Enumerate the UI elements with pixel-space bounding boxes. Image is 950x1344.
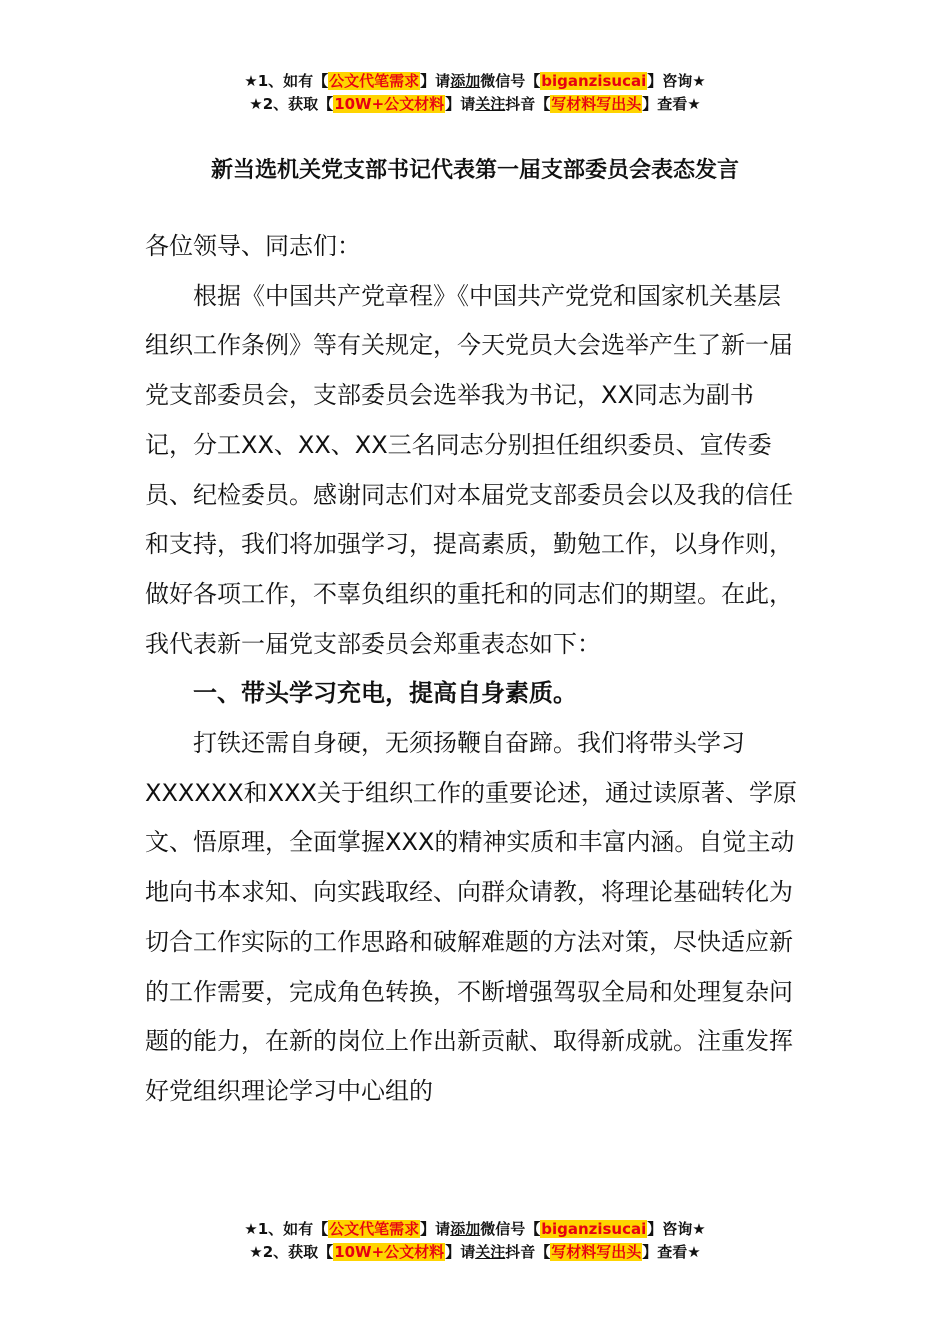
banner-highlight: 10W+公文材料 <box>334 95 445 113</box>
banner-text: 抖音【 <box>505 1243 551 1261</box>
document-body <box>145 222 800 1117</box>
banner-underline-text: 添加 <box>450 1220 481 1238</box>
banner-text: 】查看★ <box>642 1243 701 1261</box>
salutation: 各位领导、同志们： <box>145 232 361 260</box>
banner-line-1 <box>0 1218 950 1241</box>
banner-text: 抖音【 <box>505 95 551 113</box>
banner-text: 】请 <box>445 95 476 113</box>
banner-highlight: 公文代笔需求 <box>329 1220 420 1238</box>
banner-highlight: biganzisucai <box>541 1220 647 1238</box>
banner-highlight: 写材料写出头 <box>551 95 642 113</box>
banner-highlight: biganzisucai <box>541 72 647 90</box>
banner-line-1 <box>0 70 950 93</box>
banner-text: 】咨询★ <box>647 72 706 90</box>
banner-text: 】查看★ <box>642 95 701 113</box>
banner-line-2 <box>0 1241 950 1264</box>
banner-text: ★1、如有【 <box>244 1220 329 1238</box>
bottom-banner <box>0 1218 950 1264</box>
banner-underline-text: 添加 <box>450 72 481 90</box>
banner-text: 】咨询★ <box>647 1220 706 1238</box>
banner-text: ★1、如有【 <box>244 72 329 90</box>
banner-text: ★2、获取【 <box>249 95 334 113</box>
banner-text: 】请 <box>420 72 451 90</box>
banner-text: 微信号【 <box>480 72 541 90</box>
banner-highlight: 10W+公文材料 <box>334 1243 445 1261</box>
paragraph: 打铁还需自身硬，无须扬鞭自奋蹄。我们将带头学习XXXXXX和XXX关于组织工作的重要论述，通过读原著、学原文、悟原理，全面掌握XXX的精神实质和丰富内涵。自觉主动地向书本求知、向实践取经、向群众请教，将理论基础转化为切合工作实际的工作思路和破解难题的方法对策，尽快适应新的工作需要，完成角色转换，不断增强驾驭全局和处理复杂问题的能力，在新的岗位上作出新贡献、取得新成就。注重发挥好党组织理论学习中心组的 <box>145 729 797 1105</box>
banner-underline-text: 关注 <box>475 1243 506 1261</box>
section-heading: 一、带头学习充电，提高自身素质。 <box>193 679 577 708</box>
banner-underline-text: 关注 <box>475 95 506 113</box>
banner-line-2 <box>0 93 950 116</box>
banner-text: 】请 <box>420 1220 451 1238</box>
top-banner <box>0 70 950 116</box>
paragraph: 根据《中国共产党章程》《中国共产党党和国家机关基层组织工作条例》等有关规定，今天党员大会选举产生了新一届党支部委员会，支部委员会选举我为书记，XX同志为副书记，分工XX、XX、XX三名同志分别担任组织委员、宣传委员、纪检委员。感谢同志们对本届党支部委员会以及我的信任和支持，我们将加强学习，提高素质，勤勉工作，以身作则，做好各项工作，不辜负组织的重托和的同志们的期望。在此，我代表新一届党支部委员会郑重表态如下： <box>145 281 793 658</box>
banner-text: 】请 <box>445 1243 476 1261</box>
banner-text: ★2、获取【 <box>249 1243 334 1261</box>
banner-text: 微信号【 <box>480 1220 541 1238</box>
banner-highlight: 公文代笔需求 <box>329 72 420 90</box>
banner-highlight: 写材料写出头 <box>551 1243 642 1261</box>
document-title: 新当选机关党支部书记代表第一届支部委员会表态发言 <box>210 158 739 183</box>
